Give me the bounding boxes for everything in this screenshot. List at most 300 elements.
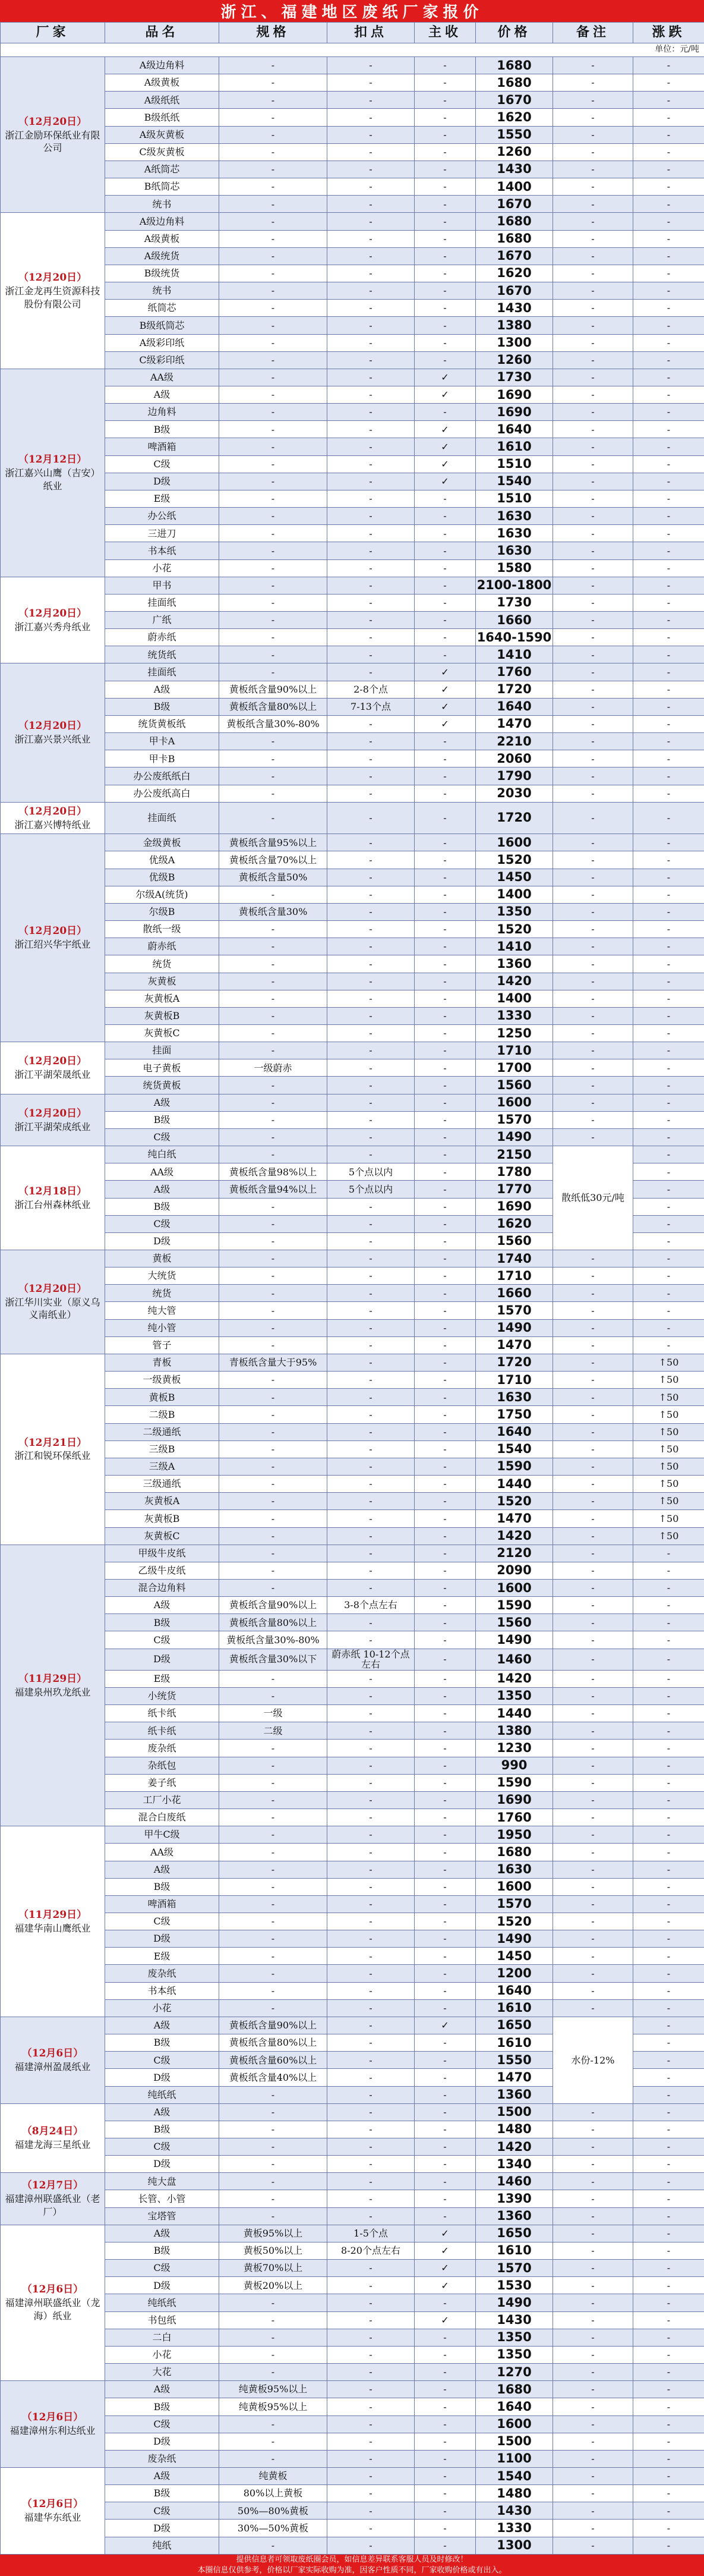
remark-cell: - [553, 334, 633, 351]
table-row [1, 1267, 704, 1285]
deduction-cell: - [327, 1198, 415, 1215]
table-row [1, 2242, 704, 2259]
price-cell: 1680 [476, 57, 553, 74]
main-cell: - [415, 1354, 476, 1371]
change-cell: - [633, 1232, 704, 1250]
spec-cell: - [219, 230, 327, 247]
deduction-cell: - [327, 161, 415, 178]
remark-cell: - [553, 2346, 633, 2363]
spec-cell: - [219, 2207, 327, 2225]
price-cell: 2090 [476, 1562, 553, 1579]
deduction-cell: 1-5个点 [327, 2225, 415, 2242]
deduction-cell: - [327, 2156, 415, 2173]
table-row [1, 1740, 704, 1757]
spec-cell: - [219, 1146, 327, 1163]
product-cell: A级 [105, 2017, 219, 2034]
header-deduction: 扣点 [327, 23, 415, 43]
main-cell: ✓ [415, 681, 476, 698]
spec-cell: 黄板纸含量90%以上 [219, 1597, 327, 1614]
spec-cell: - [219, 421, 327, 438]
main-cell: - [415, 2173, 476, 2190]
product-cell: 统货黄板纸 [105, 715, 219, 732]
change-cell: - [633, 2415, 704, 2433]
change-cell: - [633, 351, 704, 369]
factory-date: （12月21日） [4, 1436, 101, 1450]
deduction-cell: - [327, 2415, 415, 2433]
remark-cell: - [553, 438, 633, 455]
price-cell: 990 [476, 1757, 553, 1774]
spec-cell: - [219, 1111, 327, 1128]
deduction-cell: - [327, 715, 415, 732]
price-cell: 1590 [476, 1458, 553, 1475]
change-cell: - [633, 455, 704, 473]
table-row [1, 2173, 704, 2190]
main-cell: - [415, 334, 476, 351]
price-cell: 1430 [476, 161, 553, 178]
deduction-cell: - [327, 1999, 415, 2017]
deduction-cell: - [327, 508, 415, 525]
main-cell: - [415, 2121, 476, 2138]
product-cell: D级 [105, 2520, 219, 2537]
change-cell: - [633, 2225, 704, 2242]
remark-cell: - [553, 2415, 633, 2433]
change-cell: ↑50 [633, 1372, 704, 1389]
factory-name: 福建漳州联盛纸业（龙海）纸业 [4, 2297, 101, 2322]
deduction-cell: - [327, 92, 415, 109]
deduction-cell: - [327, 74, 415, 92]
product-cell: 宝塔管 [105, 2207, 219, 2225]
spec-cell: - [219, 990, 327, 1007]
product-cell: 书本纸 [105, 1982, 219, 1999]
deduction-cell: - [327, 1077, 415, 1094]
product-cell: 统货 [105, 955, 219, 973]
deduction-cell: - [327, 1687, 415, 1704]
price-table [0, 22, 704, 2555]
change-cell: - [633, 1844, 704, 1861]
change-cell: - [633, 1809, 704, 1826]
change-cell: ↑50 [633, 1493, 704, 1510]
deduction-cell: - [327, 1826, 415, 1844]
deduction-cell: - [327, 2138, 415, 2156]
factory-name: 浙江金龙再生资源科技股份有限公司 [4, 285, 101, 310]
price-cell: 1650 [476, 2017, 553, 2034]
deduction-cell: - [327, 2485, 415, 2502]
spec-cell: - [219, 351, 327, 369]
remark-cell: - [553, 1791, 633, 1808]
remark-cell: - [553, 230, 633, 247]
remark-cell: - [553, 1579, 633, 1596]
factory-name: 浙江嘉兴山鹰（吉安）纸业 [4, 467, 101, 492]
deduction-cell: 2-8个点 [327, 681, 415, 698]
deduction-cell: - [327, 1670, 415, 1687]
remark-cell: - [553, 1930, 633, 1948]
main-cell: - [415, 1267, 476, 1285]
remark-cell: - [553, 594, 633, 611]
change-cell: - [633, 2173, 704, 2190]
product-cell: 混合边角料 [105, 1579, 219, 1596]
factory-date: （11月29日） [4, 1672, 101, 1686]
remark-cell: - [553, 2364, 633, 2381]
factory-name: 福建漳州盈晟纸业 [4, 2061, 101, 2074]
product-cell: 小花 [105, 559, 219, 577]
deduction-cell: - [327, 1007, 415, 1024]
main-cell: - [415, 300, 476, 317]
product-cell: A级 [105, 1181, 219, 1198]
remark-cell: - [553, 2398, 633, 2415]
change-cell: - [633, 421, 704, 438]
product-cell: 书包纸 [105, 2311, 219, 2329]
deduction-cell: - [327, 1146, 415, 1163]
table-row [1, 768, 704, 785]
remark-cell: - [553, 351, 633, 369]
remark-cell: - [553, 1059, 633, 1077]
remark-cell: - [553, 886, 633, 903]
main-cell: - [415, 1913, 476, 1930]
table-row [1, 1336, 704, 1354]
spec-cell: - [219, 126, 327, 143]
spec-cell: 黄板纸含量40%以上 [219, 2069, 327, 2086]
change-cell: - [633, 629, 704, 646]
product-cell: 纯纸纸 [105, 2294, 219, 2311]
main-cell: - [415, 178, 476, 196]
product-cell: A级 [105, 2467, 219, 2484]
change-cell: - [633, 1250, 704, 1267]
table-row [1, 2294, 704, 2311]
factory-name: 浙江绍兴华宇纸业 [4, 938, 101, 951]
main-cell: ✓ [415, 715, 476, 732]
factory-date: （12月6日） [4, 2498, 101, 2511]
main-cell: ✓ [415, 2017, 476, 2034]
deduction-cell: - [327, 1982, 415, 1999]
table-row [1, 300, 704, 317]
main-cell: - [415, 612, 476, 629]
change-cell: - [633, 178, 704, 196]
deduction-cell: - [327, 1111, 415, 1128]
remark-cell: - [553, 1705, 633, 1722]
table-row [1, 2311, 704, 2329]
spec-cell: - [219, 1372, 327, 1389]
remark-cell: - [553, 2156, 633, 2173]
table-row [1, 1844, 704, 1861]
remark-cell: - [553, 1895, 633, 1913]
change-cell: - [633, 1774, 704, 1791]
product-cell: 挂面 [105, 1042, 219, 1059]
main-cell: - [415, 1476, 476, 1493]
remark-cell: - [553, 2190, 633, 2207]
price-cell: 1420 [476, 973, 553, 990]
price-cell: 1540 [476, 2467, 553, 2484]
change-cell: - [633, 681, 704, 698]
remark-cell: - [553, 1406, 633, 1423]
deduction-cell: - [327, 869, 415, 886]
price-cell: 1790 [476, 768, 553, 785]
product-cell: E级 [105, 490, 219, 507]
change-cell: - [633, 2398, 704, 2415]
table-row [1, 126, 704, 143]
table-row [1, 1579, 704, 1596]
spec-cell: - [219, 1285, 327, 1302]
product-cell: 灰黄板B [105, 1007, 219, 1024]
remark-cell: - [553, 2329, 633, 2346]
spec-cell: 纯黄板95%以上 [219, 2381, 327, 2398]
product-cell: C级 [105, 2052, 219, 2069]
deduction-cell: - [327, 57, 415, 74]
table-row [1, 1493, 704, 1510]
spec-cell: - [219, 646, 327, 663]
spec-cell: - [219, 57, 327, 74]
table-row [1, 1913, 704, 1930]
product-cell: AA级 [105, 369, 219, 386]
main-cell: - [415, 1722, 476, 1740]
table-row [1, 109, 704, 126]
main-cell: - [415, 282, 476, 300]
table-row [1, 57, 704, 74]
price-cell: 1330 [476, 1007, 553, 1024]
factory-date: （12月7日） [4, 2179, 101, 2193]
spec-cell: 黄板纸含量90%以上 [219, 681, 327, 698]
table-row [1, 2277, 704, 2294]
main-cell: - [415, 213, 476, 230]
change-cell: - [633, 594, 704, 611]
change-cell: - [633, 1267, 704, 1285]
price-cell: 1570 [476, 1111, 553, 1128]
change-cell: - [633, 2311, 704, 2329]
spec-cell: 纯黄板95%以上 [219, 2398, 327, 2415]
price-cell: 1740 [476, 1250, 553, 1267]
remark-cell: - [553, 802, 633, 834]
factory-date: （12月20日） [4, 924, 101, 938]
change-cell: - [633, 2034, 704, 2052]
deduction-cell: - [327, 1232, 415, 1250]
remark-cell: - [553, 750, 633, 768]
spec-cell: - [219, 1094, 327, 1111]
remark-cell: - [553, 126, 633, 143]
price-cell: 1620 [476, 109, 553, 126]
change-cell: - [633, 938, 704, 955]
price-cell: 1330 [476, 2520, 553, 2537]
main-cell: - [415, 1007, 476, 1024]
factory-date: （12月20日） [4, 115, 101, 129]
remark-cell: - [553, 1740, 633, 1757]
spec-cell: - [219, 1545, 327, 1562]
deduction-cell: - [327, 577, 415, 594]
change-cell: ↑50 [633, 1476, 704, 1493]
deduction-cell: - [327, 1024, 415, 1042]
spec-cell: - [219, 1809, 327, 1826]
factory-date: （12月20日） [4, 1107, 101, 1121]
table-row [1, 785, 704, 802]
table-row [1, 1372, 704, 1389]
remark-cell: - [553, 785, 633, 802]
header-remark: 备注 [553, 23, 633, 43]
change-cell: - [633, 802, 704, 834]
spec-cell: - [219, 629, 327, 646]
change-cell: ↑50 [633, 1458, 704, 1475]
main-cell: - [415, 2346, 476, 2363]
remark-cell: - [553, 1372, 633, 1389]
price-cell: 1680 [476, 213, 553, 230]
spec-cell: 黄板纸含量98%以上 [219, 1163, 327, 1181]
change-cell: - [633, 2485, 704, 2502]
spec-cell: - [219, 265, 327, 282]
deduction-cell: - [327, 1510, 415, 1527]
main-cell: - [415, 2329, 476, 2346]
change-cell: - [633, 2467, 704, 2484]
spec-cell: - [219, 1895, 327, 1913]
table-row [1, 230, 704, 247]
price-cell: 1560 [476, 1077, 553, 1094]
remark-cell: - [553, 1336, 633, 1354]
product-cell: 杂纸包 [105, 1757, 219, 1774]
remark-cell: - [553, 1687, 633, 1704]
main-cell: - [415, 646, 476, 663]
remark-cell: - [553, 1774, 633, 1791]
table-row [1, 1562, 704, 1579]
spec-cell: - [219, 768, 327, 785]
factory-name: 福建泉州玖龙纸业 [4, 1686, 101, 1699]
product-cell: 书本纸 [105, 542, 219, 559]
remark-cell: - [553, 1965, 633, 1982]
remark-cell: - [553, 2173, 633, 2190]
price-cell: 1560 [476, 1232, 553, 1250]
factory-cell [1, 213, 105, 369]
remark-cell: - [553, 851, 633, 869]
deduction-cell: - [327, 213, 415, 230]
factory-cell [1, 2173, 105, 2225]
deduction-cell: - [327, 1930, 415, 1948]
main-cell: - [415, 2520, 476, 2537]
remark-cell: 水份-12% [553, 2017, 633, 2103]
change-cell: - [633, 1614, 704, 1631]
change-cell: - [633, 1649, 704, 1670]
price-cell: 1690 [476, 1198, 553, 1215]
deduction-cell: - [327, 317, 415, 334]
factory-cell [1, 1354, 105, 1545]
main-cell: - [415, 1545, 476, 1562]
header-product: 品名 [105, 23, 219, 43]
main-cell: ✓ [415, 2311, 476, 2329]
change-cell: - [633, 317, 704, 334]
main-cell: - [415, 265, 476, 282]
main-cell: - [415, 2433, 476, 2450]
product-cell: A级 [105, 1861, 219, 1878]
spec-cell: - [219, 1493, 327, 1510]
remark-cell: - [553, 1948, 633, 1965]
table-row [1, 1059, 704, 1077]
remark-cell: - [553, 990, 633, 1007]
price-cell: 1490 [476, 1128, 553, 1146]
spec-cell: 黄板纸含量80%以上 [219, 1614, 327, 1631]
change-cell: - [633, 1895, 704, 1913]
price-cell: 1720 [476, 802, 553, 834]
product-cell: A级 [105, 2103, 219, 2121]
table-row [1, 1024, 704, 1042]
main-cell: - [415, 161, 476, 178]
change-cell: - [633, 1722, 704, 1740]
change-cell: - [633, 369, 704, 386]
product-cell: 纯纸纸 [105, 2086, 219, 2103]
spec-cell: - [219, 1844, 327, 1861]
remark-cell: - [553, 1128, 633, 1146]
product-cell: 散纸一级 [105, 921, 219, 938]
price-cell: 1570 [476, 2260, 553, 2277]
table-row [1, 2121, 704, 2138]
price-cell: 1640 [476, 2398, 553, 2415]
product-cell: 灰黄板B [105, 1510, 219, 1527]
table-row [1, 594, 704, 611]
remark-cell: - [553, 1510, 633, 1527]
change-cell: - [633, 1982, 704, 1999]
table-row [1, 1826, 704, 1844]
product-cell: 啤酒箱 [105, 438, 219, 455]
remark-cell: - [553, 559, 633, 577]
spec-cell: 黄板50%以上 [219, 2242, 327, 2259]
price-cell: 1690 [476, 1791, 553, 1808]
remark-cell: - [553, 629, 633, 646]
change-cell: - [633, 715, 704, 732]
product-cell: A级彩印纸 [105, 334, 219, 351]
spec-cell: - [219, 1527, 327, 1545]
deduction-cell: - [327, 143, 415, 161]
price-cell: 1520 [476, 1493, 553, 1510]
product-cell: 纯小管 [105, 1319, 219, 1336]
change-cell: - [633, 490, 704, 507]
header-factory: 厂家 [1, 23, 105, 43]
remark-cell: - [553, 1562, 633, 1579]
spec-cell: - [219, 955, 327, 973]
table-row [1, 2138, 704, 2156]
remark-cell: - [553, 1527, 633, 1545]
product-cell: B级纸纸 [105, 109, 219, 126]
deduction-cell: - [327, 2467, 415, 2484]
deduction-cell: - [327, 973, 415, 990]
remark-cell: - [553, 955, 633, 973]
deduction-cell: - [327, 921, 415, 938]
price-cell: 1360 [476, 955, 553, 973]
product-cell: C级 [105, 455, 219, 473]
spec-cell: - [219, 143, 327, 161]
table-row [1, 2017, 704, 2034]
factory-cell [1, 577, 105, 663]
change-cell: - [633, 1024, 704, 1042]
table-row [1, 508, 704, 525]
product-cell: 办公废纸纸白 [105, 768, 219, 785]
change-cell: - [633, 1965, 704, 1982]
table-row [1, 196, 704, 213]
price-cell: 1360 [476, 2086, 553, 2103]
product-cell: D级 [105, 2277, 219, 2294]
remark-cell: - [553, 1007, 633, 1024]
price-cell: 1680 [476, 230, 553, 247]
table-row [1, 1128, 704, 1146]
change-cell: - [633, 508, 704, 525]
main-cell: ✓ [415, 2277, 476, 2294]
change-cell: - [633, 698, 704, 715]
remark-cell: - [553, 386, 633, 403]
price-cell: 1630 [476, 508, 553, 525]
remark-cell: - [553, 1024, 633, 1042]
product-cell: A级 [105, 1094, 219, 1111]
remark-cell: - [553, 247, 633, 265]
deduction-cell: - [327, 2190, 415, 2207]
main-cell: - [415, 851, 476, 869]
deduction-cell: - [327, 1614, 415, 1631]
main-cell: - [415, 1163, 476, 1181]
table-row [1, 1757, 704, 1774]
change-cell: - [633, 1336, 704, 1354]
change-cell: - [633, 2156, 704, 2173]
deduction-cell: - [327, 2121, 415, 2138]
